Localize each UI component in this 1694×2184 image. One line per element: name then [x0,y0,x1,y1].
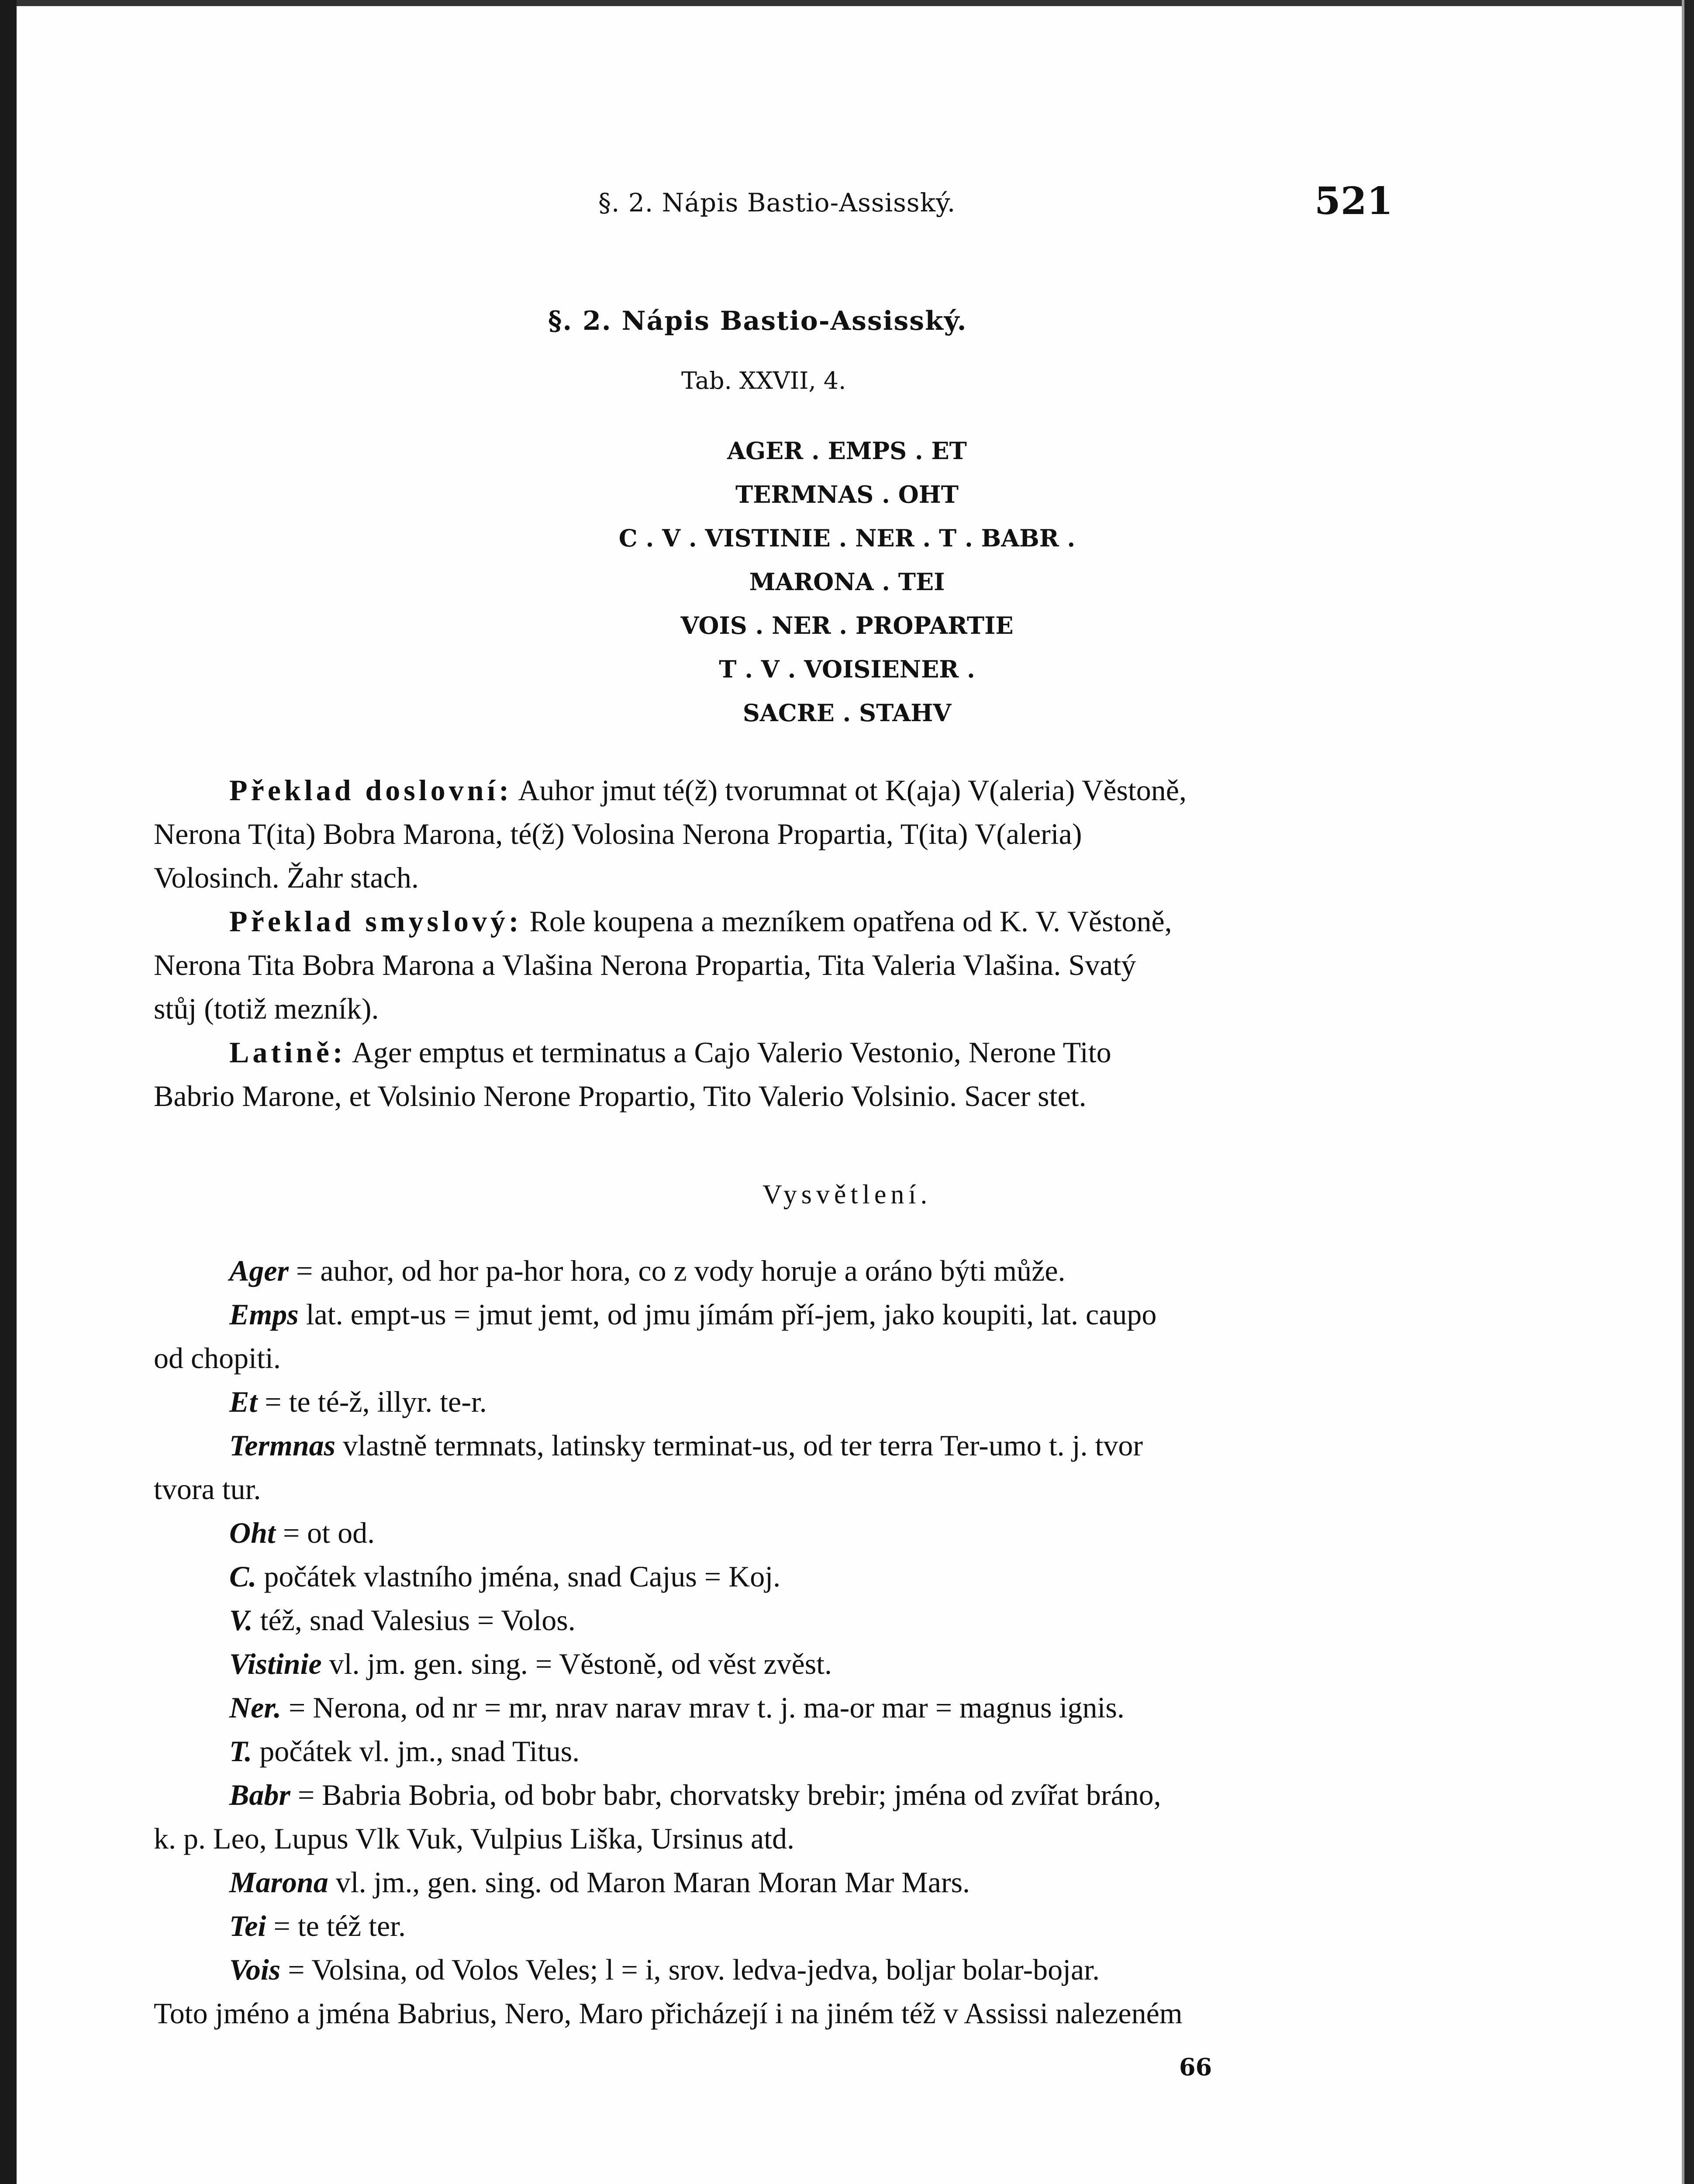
running-header: §. 2. Nápis Bastio-Assisský. [598,188,956,218]
latin-translation-line: Babrio Marone, et Volsinio Nerone Propartio, Tito Valerio Volsinio. Sacer stet. [154,1079,1087,1113]
entry-text: tvora tur. [154,1472,261,1506]
explanation-entry [229,1647,1372,1681]
page-number: 521 [1314,179,1393,223]
explanation-entry [229,1603,1372,1638]
literal-translation-line [229,773,1372,808]
literal-translation-line: Volosinch. Žahr stach. [154,861,419,894]
sense-translation-line [229,904,1372,939]
inscription-line: T . V . VOISIENER . [719,655,975,683]
entry-term: Oht [229,1516,276,1549]
explanation-heading: Vysvětlení. [762,1180,932,1209]
explanation-entry [229,1428,1372,1463]
entry-text: vl. jm., gen. sing. od Maron Maran Moran Mar Mars. [328,1866,970,1899]
explanation-entry [229,1690,1372,1725]
entry-text: vl. jm. gen. sing. = Věstoně, od věst zvěst. [321,1647,832,1680]
table-reference: Tab. XXVII, 4. [681,367,846,394]
explanation-entry [229,1865,1372,1900]
entry-text: = auhor, od hor pa-hor hora, co z vody horuje a oráno býti může. [289,1254,1066,1287]
entry-text: k. p. Leo, Lupus Vlk Vuk, Vulpius Liška, Ursinus atd. [154,1822,795,1855]
entry-text: lat. empt-us = jmut jemt, od jmu jímám pří-jem, jako koupiti, lat. caupo [298,1298,1157,1331]
explanation-entry [229,1952,1372,1987]
latin-translation-line [229,1035,1372,1070]
entry-term: Et [229,1385,258,1418]
entry-text: = Volsina, od Volos Veles; l = i, srov. ledva-jedva, boljar bolar-bojar. [280,1953,1100,1986]
entry-text: počátek vl. jm., snad Titus. [252,1735,580,1768]
explanation-entry [154,1341,1372,1375]
entry-term: T. [229,1735,252,1768]
literal-translation-line: Nerona T(ita) Bobra Marona, té(ž) Volosina Nerona Propartia, T(ita) V(aleria) [154,817,1082,850]
inscription-line: VOIS . NER . PROPARTIE [680,612,1014,639]
literal-translation-text: Auhor jmut té(ž) tvorumnat ot K(aja) V(aleria) Věstoně, [518,774,1187,807]
entry-term: Ner. [229,1691,281,1724]
literal-translation-label: Překlad doslovní: [229,774,512,807]
entry-text: též, snad Valesius = Volos. [252,1603,576,1637]
scan-edge-left [0,0,17,2184]
latin-text: Ager emptus et terminatus a Cajo Valerio Vestonio, Nerone Tito [352,1036,1111,1069]
inscription-line: AGER . EMPS . ET [727,437,967,465]
entry-text: Toto jméno a jména Babrius, Nero, Maro přicházejí i na jiném též v Assissi nalezeném [154,1997,1183,2030]
inscription-line: TERMNAS . OHT [735,480,959,508]
entry-text: počátek vlastního jména, snad Cajus = Koj. [256,1560,781,1593]
entry-term: Ager [229,1254,289,1287]
inscription-line: SACRE . STAHV [742,699,952,727]
latin-label: Latině: [229,1036,346,1069]
explanation-entry [229,1778,1372,1812]
explanation-entry [154,1472,1372,1507]
entry-text: = Nerona, od nr = mr, nrav narav mrav t. j. ma-or mar = magnus ignis. [281,1691,1125,1724]
sense-translation-line: Nerona Tita Bobra Marona a Vlašina Nerona Propartia, Tita Valeria Vlašina. Svatý [154,948,1136,981]
explanation-entry [229,1909,1372,1943]
entry-term: V. [229,1603,253,1637]
explanation-entry [154,1821,1372,1856]
entry-term: Tei [229,1909,266,1942]
explanation-entry [229,1297,1372,1332]
scan-edge-right [1684,0,1694,2184]
entry-text: vlastně termnats, latinsky terminat-us, od ter terra Ter-umo t. j. tvor [335,1429,1143,1462]
entry-term: Termnas [229,1429,336,1462]
inscription-line: C . V . VISTINIE . NER . T . BABR . [618,524,1076,552]
entry-text: = te též ter. [266,1909,406,1942]
inscription-line: MARONA . TEI [749,568,945,596]
entry-term: C. [229,1560,257,1593]
explanation-entry [229,1385,1372,1419]
explanation-entry [229,1516,1372,1550]
sense-translation-line: stůj (totiž mezník). [154,992,379,1025]
explanation-entry [229,1254,1372,1288]
entry-text: = ot od. [275,1516,375,1549]
entry-text: = Babria Bobria, od bobr babr, chorvatsky brebir; jména od zvířat bráno, [290,1778,1161,1811]
explanation-entry [229,1559,1372,1594]
signature-mark: 66 [1179,2053,1212,2081]
entry-text: od chopiti. [154,1341,281,1375]
entry-term: Emps [229,1298,299,1331]
entry-term: Vistinie [229,1647,322,1680]
scan-edge-top [0,0,1694,6]
entry-term: Marona [229,1866,328,1899]
entry-term: Vois [229,1953,281,1986]
sense-translation-label: Překlad smyslový: [229,905,522,938]
sense-translation-text: Role koupena a mezníkem opatřena od K. V. Věstoně, [529,905,1172,938]
entry-term: Babr [229,1778,290,1811]
section-title: §. 2. Nápis Bastio-Assisský. [548,306,967,336]
explanation-entry [229,1734,1372,1769]
entry-text: = te té-ž, illyr. te-r. [257,1385,487,1418]
explanation-entry [154,1996,1372,2031]
